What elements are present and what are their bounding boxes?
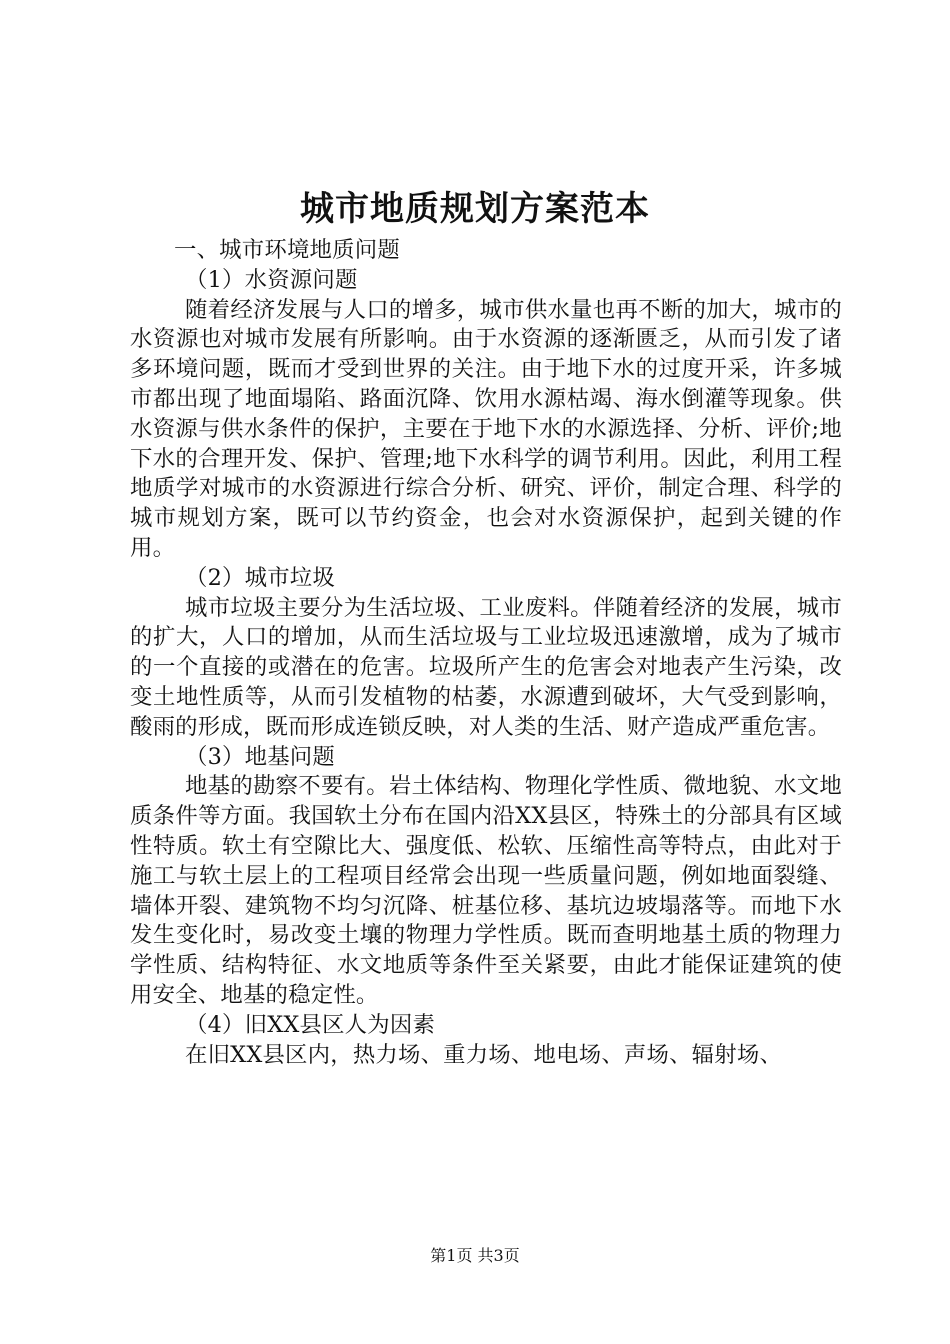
document-title: 城市地质规划方案范本 bbox=[300, 189, 650, 229]
page-total: 共3页 bbox=[477, 1246, 520, 1265]
paragraph-foundation: 地基的勘察不要有。岩土体结构、物理化学性质、微地貌、水文地质条件等方面。我国软土分布在国内沿XX县区，特殊土的分部具有区域性特质。软土有空隙比大、强度低、松软、压缩性高等特点，由此对于施工与软土层上的工程项目经常会出现一些质量问题，例如地面裂缝、墙体开裂、建筑物不均匀沉降、桩基位移、基坑边坡塌落等。而地下水发生变化时，易改变土壤的物理力学性质。既而查明地基土质的物理力学性质、结构特征、水文地质等条件至关紧要，由此才能保证建筑的使用安全、地基的稳定性。 bbox=[130, 773, 842, 1008]
subheading-foundation: （3）地基问题 bbox=[185, 743, 335, 770]
page-number: 第1页 bbox=[430, 1246, 473, 1265]
section-heading: 一、城市环境地质问题 bbox=[174, 237, 400, 263]
paragraph-human-factors: 在旧XX县区内，热力场、重力场、地电场、声场、辐射场、 bbox=[185, 1041, 783, 1068]
subheading-human-factors: （4）旧XX县区人为因素 bbox=[185, 1011, 436, 1038]
subheading-water-resources: （1）水资源问题 bbox=[185, 266, 358, 293]
paragraph-urban-garbage: 城市垃圾主要分为生活垃圾、工业废料。伴随着经济的发展，城市的扩大，人口的增加，从而生活垃圾与工业垃圾迅速激增，成为了城市的一个直接的或潜在的危害。垃圾所产生的危害会对地表产生污染，改变土地性质等，从而引发植物的枯萎，水源遭到破坏，大气受到影响，酸雨的形成，既而形成连锁反映，对人类的生活、财产造成严重危害。 bbox=[130, 594, 842, 740]
paragraph-water-resources: 随着经济发展与人口的增多，城市供水量也再不断的加大，城市的水资源也对城市发展有所影响。由于水资源的逐渐匮乏，从而引发了诸多环境问题，既而才受到世界的关注。由于地下水的过度开采，许多城市都出现了地面塌陷、路面沉降、饮用水源枯竭、海水倒灌等现象。供水资源与供水条件的保护，主要在于地下水的水源选择、分析、评价;地下水的合理开发、保护、管理;地下水科学的调节利用。因此，利用工程地质学对城市的水资源进行综合分析、研究、评价，制定合理、科学的城市规划方案，既可以节约资金，也会对水资源保护，起到关键的作用。 bbox=[130, 296, 842, 561]
document-body bbox=[130, 236, 842, 1070]
subheading-urban-garbage: （2）城市垃圾 bbox=[185, 564, 335, 591]
page-footer bbox=[0, 1246, 950, 1266]
